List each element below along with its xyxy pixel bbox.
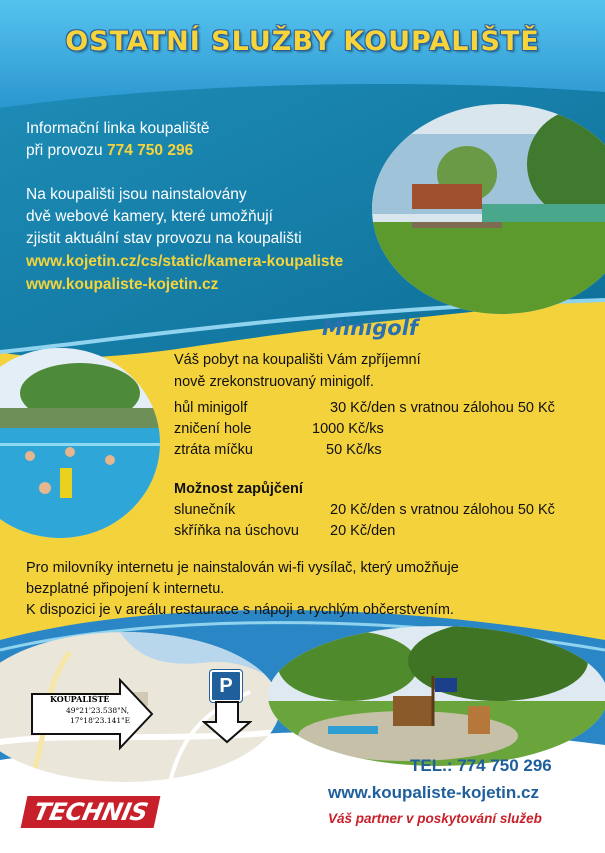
camera-line-2: dvě webové kamery, které umožňují	[26, 208, 273, 225]
info-phone: 774 750 296	[107, 142, 194, 159]
page-title: OSTATNÍ SLUŽBY KOUPALIŠTĚ	[65, 26, 540, 57]
map-coordinate-lat: 49°21'23.538"N,	[66, 706, 130, 715]
minigolf-intro-1: Váš pobyt na koupališti Vám zpříjemní	[174, 352, 421, 368]
website-url-link[interactable]: www.koupaliste-kojetin.cz	[26, 276, 219, 293]
map-label: KOUPALIŠTĚ	[50, 694, 110, 704]
rent-item: skříňka na úschovu	[174, 523, 299, 539]
price-value: 50 Kč/ks	[326, 442, 382, 458]
wifi-line-3: K dispozici je v areálu restaurace s nápoji a rychlým občerstvením.	[26, 602, 454, 618]
price-item: ztráta míčku	[174, 442, 253, 458]
info-line-2	[26, 140, 193, 162]
camera-line-3: zjistit aktuální stav provozu na koupališti	[26, 230, 302, 247]
rent-value: 20 Kč/den	[330, 523, 396, 539]
camera-url-link[interactable]: www.kojetin.cz/cs/static/kamera-koupaliste	[26, 253, 344, 270]
info-line-2-prefix: při provozu	[26, 142, 103, 159]
price-value: 1000 Kč/ks	[312, 421, 384, 437]
wifi-line-1: Pro milovníky internetu je nainstalován wi-fi vysílač, který umožňuje	[26, 560, 459, 576]
parking-letter: P	[219, 675, 233, 697]
contact-phone: TEL.: 774 750 296	[410, 756, 552, 775]
parking-sign	[210, 670, 242, 702]
price-row	[174, 440, 253, 461]
price-item: zničení hole	[174, 421, 252, 437]
rent-value: 20 Kč/den s vratnou zálohou 50 Kč	[330, 502, 555, 518]
parking-arrow-icon	[202, 700, 252, 744]
playground-photo	[268, 626, 605, 766]
map-coordinate-lon: 17°18'23.141"E	[70, 716, 131, 725]
price-row	[174, 419, 251, 440]
camera-line-1: Na koupališti jsou nainstalovány	[26, 186, 247, 203]
rent-item: slunečník	[174, 502, 236, 518]
technis-logo: TECHNIS	[21, 796, 161, 828]
price-value: 30 Kč/den s vratnou zálohou 50 Kč	[330, 400, 555, 416]
rent-heading: Možnost zapůjčení	[174, 481, 303, 497]
contact-website-link[interactable]: www.koupaliste-kojetin.cz	[328, 783, 539, 802]
info-line-1: Informační linka koupaliště	[26, 120, 210, 137]
minigolf-intro-2: nově zrekonstruovaný minigolf.	[174, 374, 374, 390]
slogan: Váš partner v poskytování služeb	[328, 811, 542, 826]
wifi-line-2: bezplatné připojení k internetu.	[26, 581, 225, 597]
price-item: hůl minigolf	[174, 400, 248, 416]
minigolf-heading: Minigolf	[322, 316, 419, 340]
price-row	[174, 398, 247, 419]
